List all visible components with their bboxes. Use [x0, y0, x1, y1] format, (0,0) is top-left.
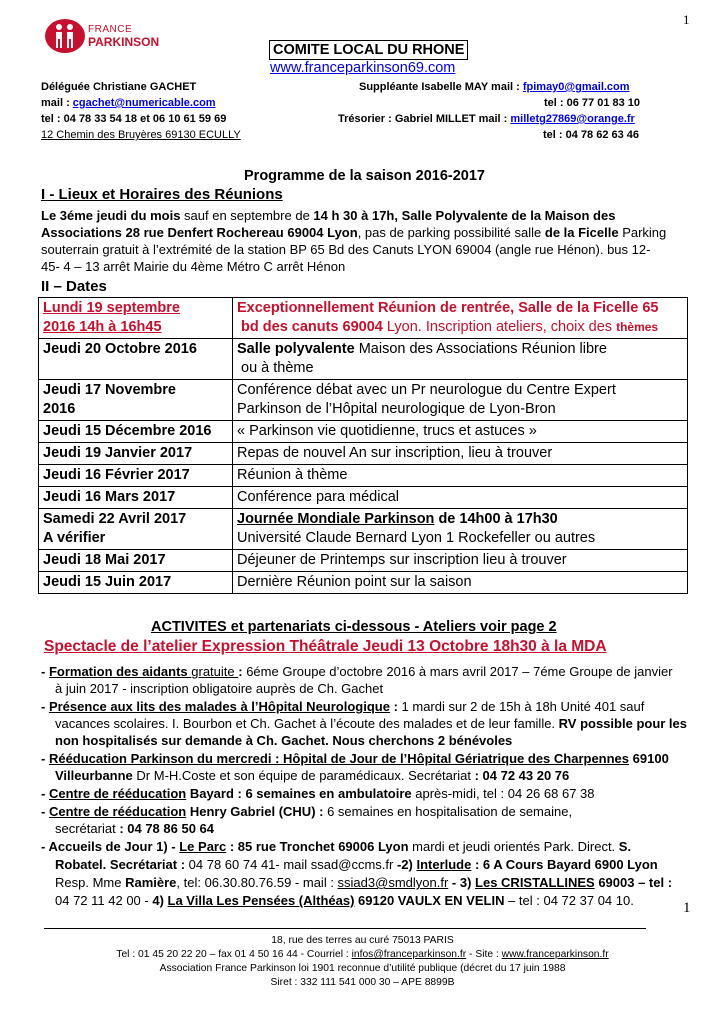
page-number-top: 1: [683, 12, 690, 27]
date-text: Jeudi 16 Mars 2017: [43, 489, 176, 505]
date-cell: [39, 487, 233, 509]
activite-accueils-line4: 04 72 11 42 00 - 4) La Villa Les Pensées (Althéas) 69120 VAULX EN VELIN – tel : 04 72 37 04 10.: [55, 893, 634, 908]
suppleante-mail-link[interactable]: fpimay0@gmail.com: [522, 81, 630, 93]
activite-accueils-line2: Robatel. Secrétariat : 04 78 60 74 41- mail ssad@ccms.fr -2) Interlude : 6 A Cours Bayard 6900 Lyon: [55, 857, 658, 872]
footer-divider: [44, 928, 646, 929]
section1-line1: Le 3éme jeudi du mois sauf en septembre de 14 h 30 à 17h, Salle Polyvalente de la Maison des: [41, 208, 616, 223]
date-cell: [39, 298, 233, 339]
date-text: Jeudi 19 Janvier 2017: [43, 445, 193, 461]
logo-line1: FRANCE: [88, 24, 133, 35]
date-text: Jeudi 16 Février 2017: [43, 467, 190, 483]
date-row: [39, 443, 688, 465]
date-text: Jeudi 15 Juin 2017: [43, 574, 172, 590]
footer-site-link[interactable]: www.franceparkinson.fr: [501, 949, 609, 960]
date-description: Dernière Réunion point sur la saison: [233, 572, 688, 594]
deleguee: Déléguée Christiane GACHET: [41, 81, 197, 93]
suppleante: Suppléante Isabelle MAY mail : fpimay0@gmail.com: [359, 81, 630, 93]
programme-title: Programme de la saison 2016-2017: [244, 168, 485, 184]
logo-line2: PARKINSON: [88, 35, 160, 49]
date-text: Jeudi 15 Décembre 2016: [43, 423, 212, 439]
activite-accueils-line1: - Accueils de Jour 1) - Le Parc : 85 rue Tronchet 69006 Lyon mardi et jeudi orientés Park. Direct. S.: [41, 839, 632, 854]
date-row: [39, 487, 688, 509]
date-row: [39, 298, 688, 339]
ssiad-mail-link[interactable]: ssiad3@smdlyon.fr: [337, 875, 449, 890]
spectacle-title: Spectacle de l’atelier Expression Théâtrale Jeudi 13 Octobre 18h30 à la MDA: [44, 638, 607, 655]
activite-henry-gabriel: - Centre de rééducation Henry Gabriel (CHU) : 6 semaines en hospitalisation de semaine,: [41, 804, 573, 819]
deleguee-tel: tel : 04 78 33 54 18 et 06 10 61 59 69: [41, 113, 227, 125]
activite-bayard: - Centre de rééducation Bayard : 6 semaines en ambulatoire après-midi, tel : 04 26 68 67 38: [41, 786, 595, 801]
activite-presence: - Présence aux lits des malades à l’Hôpital Neurologique : 1 mardi sur 2 de 15h à 18h Unité 401 sauf: [41, 699, 645, 714]
activite-reeducation: - Rééducation Parkinson du mercredi : Hôpital de Jour de l’Hôpital Gériatrique des Charpennes 69100: [41, 751, 669, 766]
date-cell: [39, 465, 233, 487]
date-text: A vérifier: [43, 530, 106, 546]
dates-table: [38, 297, 688, 594]
date-cell: [39, 443, 233, 465]
date-description: Déjeuner de Printemps sur inscription lieu à trouver: [233, 550, 688, 572]
deleguee-mail: mail : cgachet@numericable.com: [41, 97, 216, 109]
date-description: Conférence para médical: [233, 487, 688, 509]
date-text: Samedi 22 Avril 2017: [43, 511, 187, 527]
footer-association: Association France Parkinson loi 1901 reconnue d’utilité publique (décret du 17 juin 1988: [159, 963, 566, 974]
date-description: Exceptionnellement Réunion de rentrée, Salle de la Ficelle 65 bd des canuts 69004 Lyon. Inscription ateliers, choix des thèmes: [233, 298, 688, 339]
section2-title: II – Dates: [41, 278, 107, 295]
date-row: [39, 339, 688, 380]
date-description: Réunion à thème: [233, 465, 688, 487]
deleguee-mail-link[interactable]: cgachet@numericable.com: [72, 97, 216, 109]
date-row: [39, 572, 688, 594]
footer-siret: Siret : 332 111 541 000 30 – APE 8899B: [270, 977, 455, 988]
date-text: Jeudi 18 Mai 2017: [43, 552, 166, 568]
tresorier-tel: tel : 04 78 62 63 46: [543, 129, 640, 141]
date-description: « Parkinson vie quotidienne, trucs et astuces »: [233, 421, 688, 443]
date-text: Jeudi 20 Octobre 2016: [43, 341, 197, 357]
footer-address: 18, rue des terres au curé 75013 PARIS: [271, 935, 454, 946]
activite-henry-gabriel-line2: secrétariat : 04 78 86 50 64: [55, 821, 215, 836]
date-row: [39, 509, 688, 550]
tresorier: Trésorier : Gabriel MILLET mail : milletg27869@orange.fr: [338, 113, 635, 125]
france-parkinson-logo: [44, 18, 160, 59]
date-cell: [39, 339, 233, 380]
date-cell: [39, 550, 233, 572]
date-cell: [39, 572, 233, 594]
date-text: 2016 14h à 16h45: [43, 319, 162, 335]
section1-line2: Associations 28 rue Denfert Rochereau 69004 Lyon, pas de parking possibilité salle de la Ficelle Parking: [41, 225, 667, 240]
activite-presence-line3: non hospitalisés sur demande à Ch. Gachet. Nous cherchons 2 bénévoles: [55, 733, 513, 748]
activite-presence-line2: vacances scolaires. I. Bourbon et Ch. Gachet à l’écoute des malades et de leur famille. RV possible pour les: [55, 716, 688, 731]
date-text: 2016: [43, 401, 76, 417]
date-row: [39, 380, 688, 421]
date-text: Lundi 19 septembre: [43, 300, 180, 316]
date-cell: [39, 421, 233, 443]
date-description: Repas de nouvel An sur inscription, lieu à trouver: [233, 443, 688, 465]
date-text: Jeudi 17 Novembre: [43, 382, 176, 398]
activite-accueils-line3: Resp. Mme Ramière, tel: 06.30.80.76.59 - mail : ssiad3@smdlyon.fr - 3) Les CRISTALLINES 69003 – tel :: [55, 875, 673, 890]
date-description: Conférence débat avec un Pr neurologue du Centre Expert Parkinson de l’Hôpital neurologique de Lyon-Bron: [233, 380, 688, 421]
date-description: Salle polyvalente Maison des Associations Réunion libre ou à thème: [233, 339, 688, 380]
page-number-bottom: 1: [683, 900, 691, 916]
website-link[interactable]: www.franceparkinson69.com: [270, 60, 456, 76]
footer-contact: Tel : 01 45 20 22 20 – fax 01 4 50 16 44 - Courriel : infos@franceparkinson.fr - Site : www.franceparkinson.fr: [116, 949, 609, 960]
date-row: [39, 421, 688, 443]
activite-reeducation-line2: Villeurbanne Dr M-H.Coste et son équipe de paramédicaux. Secrétariat : 04 72 43 20 76: [55, 768, 570, 783]
date-row: [39, 550, 688, 572]
date-row: [39, 465, 688, 487]
deleguee-address: 12 Chemin des Bruyères 69130 ECULLY: [41, 129, 241, 141]
tresorier-mail-link[interactable]: milletg27869@orange.fr: [510, 113, 635, 125]
activite-formation-line2: à juin 2017 - inscription obligatoire auprès de Ch. Gachet: [55, 681, 384, 696]
footer-email-link[interactable]: infos@franceparkinson.fr: [351, 949, 467, 960]
logo-figures-icon: [44, 18, 86, 54]
page-title: COMITE LOCAL DU RHONE: [269, 40, 468, 60]
date-cell: [39, 509, 233, 550]
section1-line3: souterrain gratuit à l’extrémité de la station BP 65 Bd des Canuts LYON 69004 (angle rue Hénon). bus 12-: [41, 242, 651, 257]
activite-formation: - Formation des aidants gratuite : 6éme Groupe d’octobre 2016 à mars avril 2017 – 7éme Groupe de janvier: [41, 664, 673, 679]
activites-title: ACTIVITES et partenariats ci-dessous - Ateliers voir page 2: [151, 619, 557, 635]
suppleante-tel: tel : 06 77 01 83 10: [544, 97, 641, 109]
date-description: Journée Mondiale Parkinson de 14h00 à 17h30 Université Claude Bernard Lyon 1 Rockefeller ou autres: [233, 509, 688, 550]
date-cell: [39, 380, 233, 421]
section1-line4: 45- 4 – 13 arrêt Mairie du 4ème Métro C arrêt Hénon: [41, 259, 346, 274]
section1-title: I - Lieux et Horaires des Réunions: [41, 186, 283, 203]
